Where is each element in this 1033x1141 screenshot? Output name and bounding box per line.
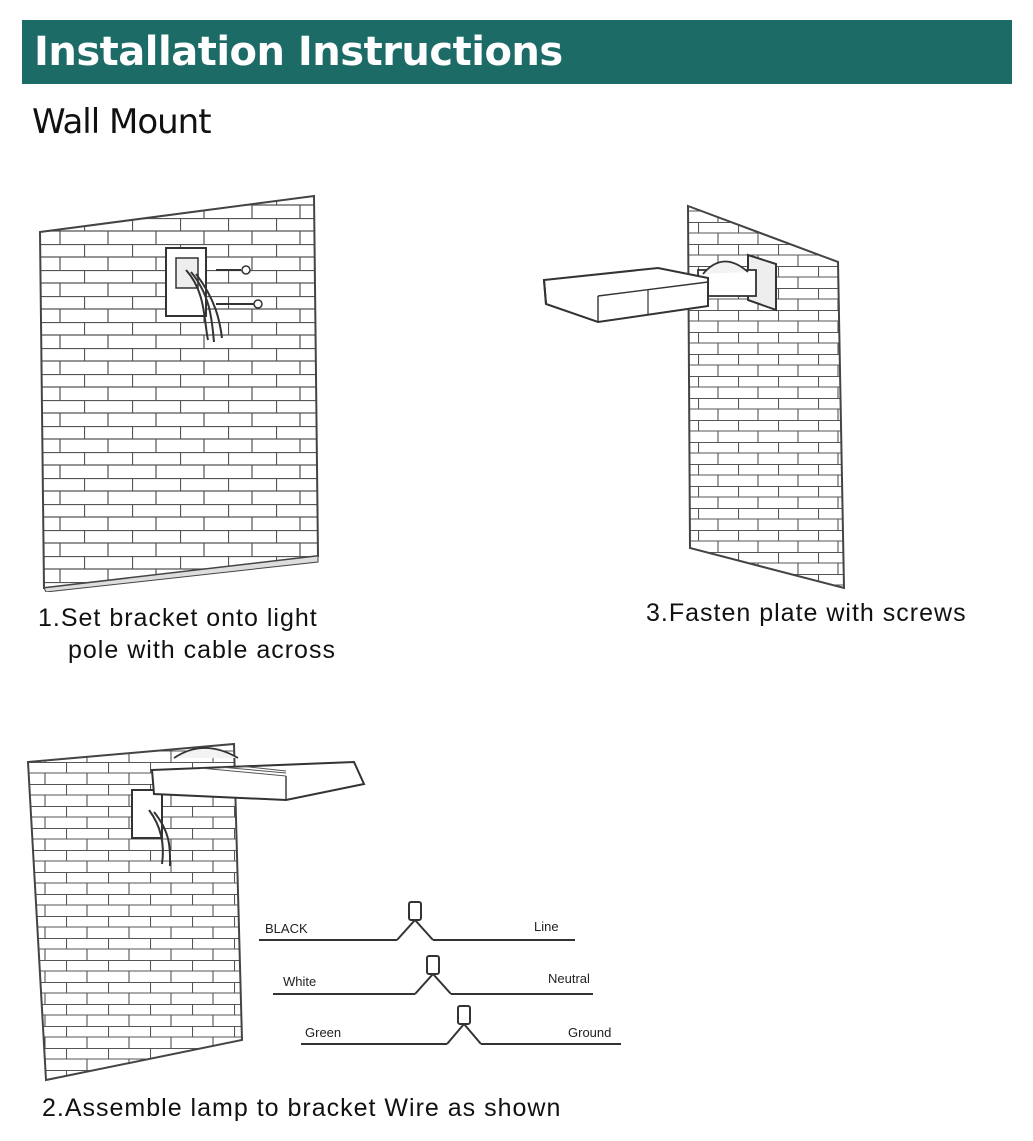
wire-label-line: Line <box>534 919 559 934</box>
wire-label-white: White <box>283 974 317 989</box>
section-title: Wall Mount <box>32 102 211 142</box>
step3-caption: 3.Fasten plate with screws <box>646 599 967 627</box>
step3-illustration <box>538 200 848 590</box>
wire-label-ground: Ground <box>568 1025 612 1040</box>
step1-caption-line2: pole with cable across <box>68 636 336 664</box>
wire-label-neutral: Neutral <box>548 971 590 986</box>
step1-caption-line1: 1.Set bracket onto light <box>38 604 318 632</box>
page-title: Installation Instructions <box>34 29 563 75</box>
step1-illustration <box>36 192 321 592</box>
header-bar <box>22 20 1012 84</box>
step2-caption: 2.Assemble lamp to bracket Wire as shown <box>42 1094 562 1122</box>
wire-label-black: BLACK <box>265 921 308 936</box>
wire-label-green: Green <box>305 1025 342 1040</box>
